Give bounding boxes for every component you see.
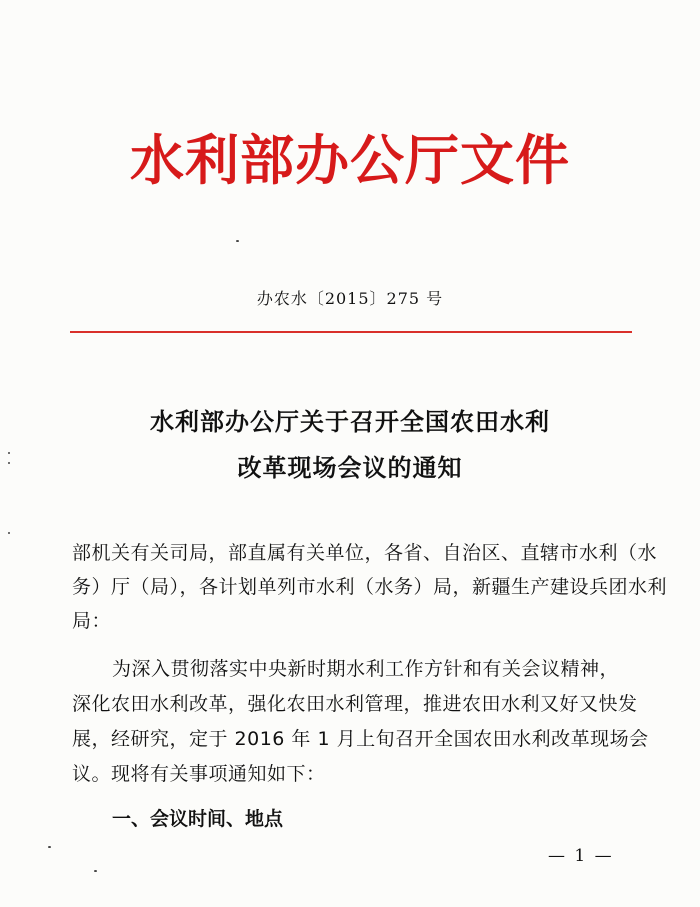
- body-paragraph-line-2: 深化农田水利改革，强化农田水利管理，推进农田水利又好又快发: [72, 693, 638, 715]
- scan-speck: [48, 846, 51, 848]
- document-number: 办农水〔2015〕275 号: [256, 289, 444, 308]
- document-title-line-1: 水利部办公厅关于召开全国农田水利: [150, 408, 550, 436]
- scan-speck: [236, 240, 239, 242]
- recipients-line-2: 务）厅（局），各计划单列市水利（水务）局，新疆生产建设兵团水利: [72, 576, 668, 598]
- scan-speck: [8, 452, 10, 454]
- scan-speck: [94, 870, 97, 872]
- section-heading-1: 一、会议时间、地点: [112, 808, 284, 830]
- scan-speck: [8, 462, 10, 464]
- recipients-line-1: 部机关有关司局，部直属有关单位，各省、自治区、直辖市水利（水: [72, 542, 658, 564]
- scan-speck: [8, 532, 10, 534]
- body-paragraph-line-3: 展，经研究，定于 2016 年 1 月上旬召开全国农田水利改革现场会: [72, 728, 649, 750]
- issuing-authority-header: 水利部办公厅文件: [130, 128, 570, 192]
- body-paragraph-line-1: 为深入贯彻落实中央新时期水利工作方针和有关会议精神，: [112, 658, 620, 680]
- page-number: — 1 —: [548, 846, 614, 866]
- document-title-line-2: 改革现场会议的通知: [237, 454, 463, 482]
- body-paragraph-line-4: 议。现将有关事项通知如下：: [72, 763, 326, 785]
- recipients-line-3: 局：: [72, 610, 112, 632]
- red-separator-rule: [70, 331, 632, 333]
